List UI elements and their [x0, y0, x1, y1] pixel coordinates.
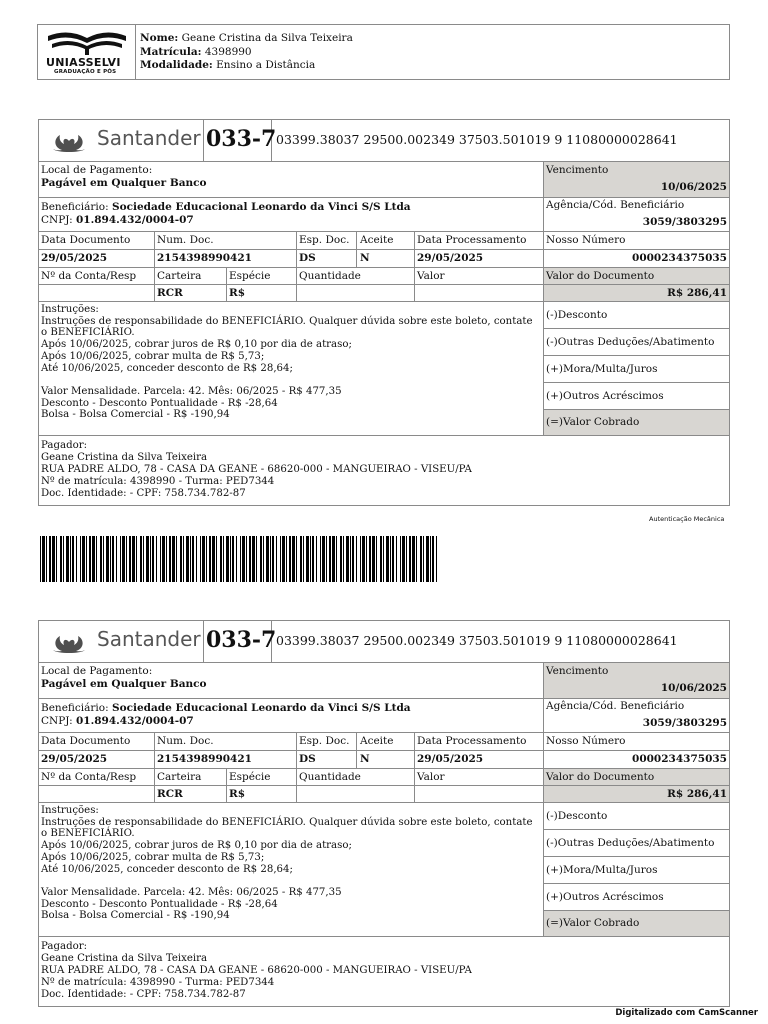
flame-icon — [52, 628, 86, 654]
esp-doc-value: DS — [299, 753, 316, 765]
boleto-top — [38, 119, 730, 506]
num-doc-label: Num. Doc. — [157, 234, 214, 246]
esp-doc-value: DS — [299, 252, 316, 264]
student-matricula: 4398990 — [204, 45, 252, 58]
especie-label: Espécie — [229, 771, 271, 783]
cnpj-row: CNPJ: 01.894.432/0004-07 — [41, 715, 194, 727]
quantidade-label: Quantidade — [299, 270, 361, 282]
carteira-value: RCR — [157, 287, 183, 299]
data-documento-label: Data Documento — [41, 234, 131, 246]
local-pagamento-value: Pagável em Qualquer Banco — [41, 177, 207, 189]
pagador-documento: Doc. Identidade: - CPF: 758.734.782-87 — [41, 989, 246, 1000]
mora-multa-juros-label: (+)Mora/Multa/Juros — [546, 363, 658, 375]
logo-wordmark: UNIASSELVI — [46, 56, 121, 69]
bank-code: 033-7 — [206, 126, 277, 152]
digitable-line: 03399.38037 29500.002349 37503.501019 9 11080000028641 — [276, 132, 678, 147]
desconto-label: (-)Desconto — [546, 309, 608, 321]
local-pagamento-label: Local de Pagamento: — [41, 665, 153, 677]
outros-acrescimos-label: (+)Outros Acréscimos — [546, 390, 664, 402]
student-name-row: Nome: Geane Cristina da Silva Teixeira — [140, 32, 353, 44]
outras-deducoes-label: (-)Outras Deduções/Abatimento — [546, 837, 715, 849]
valor-documento-label: Valor do Documento — [546, 270, 655, 282]
data-processamento-value: 29/05/2025 — [417, 252, 484, 264]
aceite-label: Aceite — [360, 735, 394, 747]
data-processamento-label: Data Processamento — [417, 735, 527, 747]
valor-documento-value: R$ 286,41 — [667, 287, 727, 299]
mora-multa-juros-label: (+)Mora/Multa/Juros — [546, 864, 658, 876]
student-modalidade-row: Modalidade: Ensino a Distância — [140, 59, 316, 71]
especie-value: R$ — [229, 287, 246, 299]
santander-logo — [52, 124, 201, 156]
bank-code: 033-7 — [206, 627, 277, 653]
aceite-label: Aceite — [360, 234, 394, 246]
desconto-label: (-)Desconto — [546, 810, 608, 822]
barcode — [40, 536, 438, 582]
data-documento-value: 29/05/2025 — [41, 252, 108, 264]
beneficiario-row: Beneficiário: Sociedade Educacional Leonardo da Vinci S/S Ltda — [41, 702, 411, 714]
beneficiario-value: Sociedade Educacional Leonardo da Vinci S/S Ltda — [112, 201, 411, 213]
student-modalidade: Ensino a Distância — [216, 59, 316, 71]
especie-value: R$ — [229, 788, 246, 800]
data-processamento-value: 29/05/2025 — [417, 753, 484, 765]
num-doc-value: 2154398990421 — [157, 252, 252, 264]
agencia-label: Agência/Cód. Beneficiário — [546, 700, 685, 712]
logo-tagline: GRADUAÇÃO E PÓS — [54, 69, 117, 75]
uniasselvi-logo — [38, 25, 136, 79]
pagador-block — [41, 941, 472, 1001]
num-doc-label: Num. Doc. — [157, 735, 214, 747]
instrucoes-text: Instruções: Instruções de responsabilidade do BENEFICIÁRIO. Qualquer dúvida sobre este boleto, contate o BENEFICIÁRIO. Após 10/06/2025, cobrar juros de R$ 0,10 por dia de atraso; Após 10/06/2025, cobrar multa de R$ 5,73; Até 10/06/2025, conceder desconto de R$ 28,64; Valor Mensalidade. Parcela: 42. Mês: 06/2025 - R$ 477,35 Desconto - Desconto Pontualidade - R$ -28,64 Bolsa - Bolsa Comercial - R$ -190,94 — [41, 805, 533, 922]
data-documento-label: Data Documento — [41, 735, 131, 747]
pagador-endereco: RUA PADRE ALDO, 78 - CASA DA GEANE - 68620-000 - MANGUEIRAO - VISEU/PA — [41, 965, 472, 976]
especie-label: Espécie — [229, 270, 271, 282]
camscanner-watermark: Digitalizado com CamScanner — [615, 1008, 758, 1018]
beneficiario-row: Beneficiário: Sociedade Educacional Leonardo da Vinci S/S Ltda — [41, 201, 411, 213]
carteira-label: Carteira — [157, 270, 202, 282]
outras-deducoes-label: (-)Outras Deduções/Abatimento — [546, 336, 715, 348]
boleto-bottom — [38, 620, 730, 1007]
conta-resp-label: Nº da Conta/Resp — [41, 270, 137, 282]
valor-documento-value: R$ 286,41 — [667, 788, 727, 800]
vencimento-label: Vencimento — [546, 164, 609, 176]
vencimento-label: Vencimento — [546, 665, 609, 677]
pagador-endereco: RUA PADRE ALDO, 78 - CASA DA GEANE - 68620-000 - MANGUEIRAO - VISEU/PA — [41, 464, 472, 475]
student-name: Geane Cristina da Silva Teixeira — [181, 32, 353, 44]
esp-doc-label: Esp. Doc. — [299, 234, 350, 246]
student-info — [140, 32, 353, 73]
nosso-numero-label: Nosso Número — [546, 735, 626, 747]
num-doc-value: 2154398990421 — [157, 753, 252, 765]
valor-label: Valor — [417, 771, 445, 783]
agencia-value: 3059/3803295 — [642, 717, 727, 729]
esp-doc-label: Esp. Doc. — [299, 735, 350, 747]
bank-name: Santander — [97, 627, 201, 651]
valor-cobrado-label: (=)Valor Cobrado — [546, 416, 640, 428]
data-processamento-label: Data Processamento — [417, 234, 527, 246]
pagador-matricula: Nº de matrícula: 4398990 - Turma: PED7344 — [41, 977, 275, 988]
carteira-value: RCR — [157, 788, 183, 800]
valor-documento-label: Valor do Documento — [546, 771, 655, 783]
aceite-value: N — [360, 252, 370, 264]
nosso-numero-value: 0000234375035 — [632, 252, 727, 264]
pagador-matricula: Nº de matrícula: 4398990 - Turma: PED7344 — [41, 476, 275, 487]
local-pagamento-label: Local de Pagamento: — [41, 164, 153, 176]
pagador-block — [41, 440, 472, 500]
cnpj-value: 01.894.432/0004-07 — [75, 214, 194, 226]
aceite-value: N — [360, 753, 370, 765]
valor-label: Valor — [417, 270, 445, 282]
santander-logo — [52, 625, 201, 657]
conta-resp-label: Nº da Conta/Resp — [41, 771, 137, 783]
data-documento-value: 29/05/2025 — [41, 753, 108, 765]
agencia-value: 3059/3803295 — [642, 216, 727, 228]
cnpj-row: CNPJ: 01.894.432/0004-07 — [41, 214, 194, 226]
pagador-nome: Geane Cristina da Silva Teixeira — [41, 452, 208, 463]
book-logo-icon — [46, 30, 128, 56]
instrucoes-text: Instruções: Instruções de responsabilidade do BENEFICIÁRIO. Qualquer dúvida sobre este boleto, contate o BENEFICIÁRIO. Após 10/06/2025, cobrar juros de R$ 0,10 por dia de atraso; Após 10/06/2025, cobrar multa de R$ 5,73; Até 10/06/2025, conceder desconto de R$ 28,64; Valor Mensalidade. Parcela: 42. Mês: 06/2025 - R$ 477,35 Desconto - Desconto Pontualidade - R$ -28,64 Bolsa - Bolsa Comercial - R$ -190,94 — [41, 304, 533, 421]
cnpj-value: 01.894.432/0004-07 — [75, 715, 194, 727]
autenticacao-mecanica: Autenticação Mecânica — [649, 515, 725, 523]
nosso-numero-label: Nosso Número — [546, 234, 626, 246]
pagador-documento: Doc. Identidade: - CPF: 758.734.782-87 — [41, 488, 246, 499]
valor-cobrado-label: (=)Valor Cobrado — [546, 917, 640, 929]
quantidade-label: Quantidade — [299, 771, 361, 783]
student-header — [37, 24, 730, 80]
digitable-line: 03399.38037 29500.002349 37503.501019 9 11080000028641 — [276, 633, 678, 648]
bank-name: Santander — [97, 126, 201, 150]
carteira-label: Carteira — [157, 771, 202, 783]
agencia-label: Agência/Cód. Beneficiário — [546, 199, 685, 211]
vencimento-value: 10/06/2025 — [660, 682, 727, 694]
nosso-numero-value: 0000234375035 — [632, 753, 727, 765]
pagador-nome: Geane Cristina da Silva Teixeira — [41, 953, 208, 964]
pagador-label: Pagador: — [41, 440, 88, 451]
flame-icon — [52, 127, 86, 153]
pagador-label: Pagador: — [41, 941, 88, 952]
outros-acrescimos-label: (+)Outros Acréscimos — [546, 891, 664, 903]
beneficiario-value: Sociedade Educacional Leonardo da Vinci S/S Ltda — [112, 702, 411, 714]
local-pagamento-value: Pagável em Qualquer Banco — [41, 678, 207, 690]
student-matricula-row: Matrícula: 4398990 — [140, 45, 252, 58]
vencimento-value: 10/06/2025 — [660, 181, 727, 193]
